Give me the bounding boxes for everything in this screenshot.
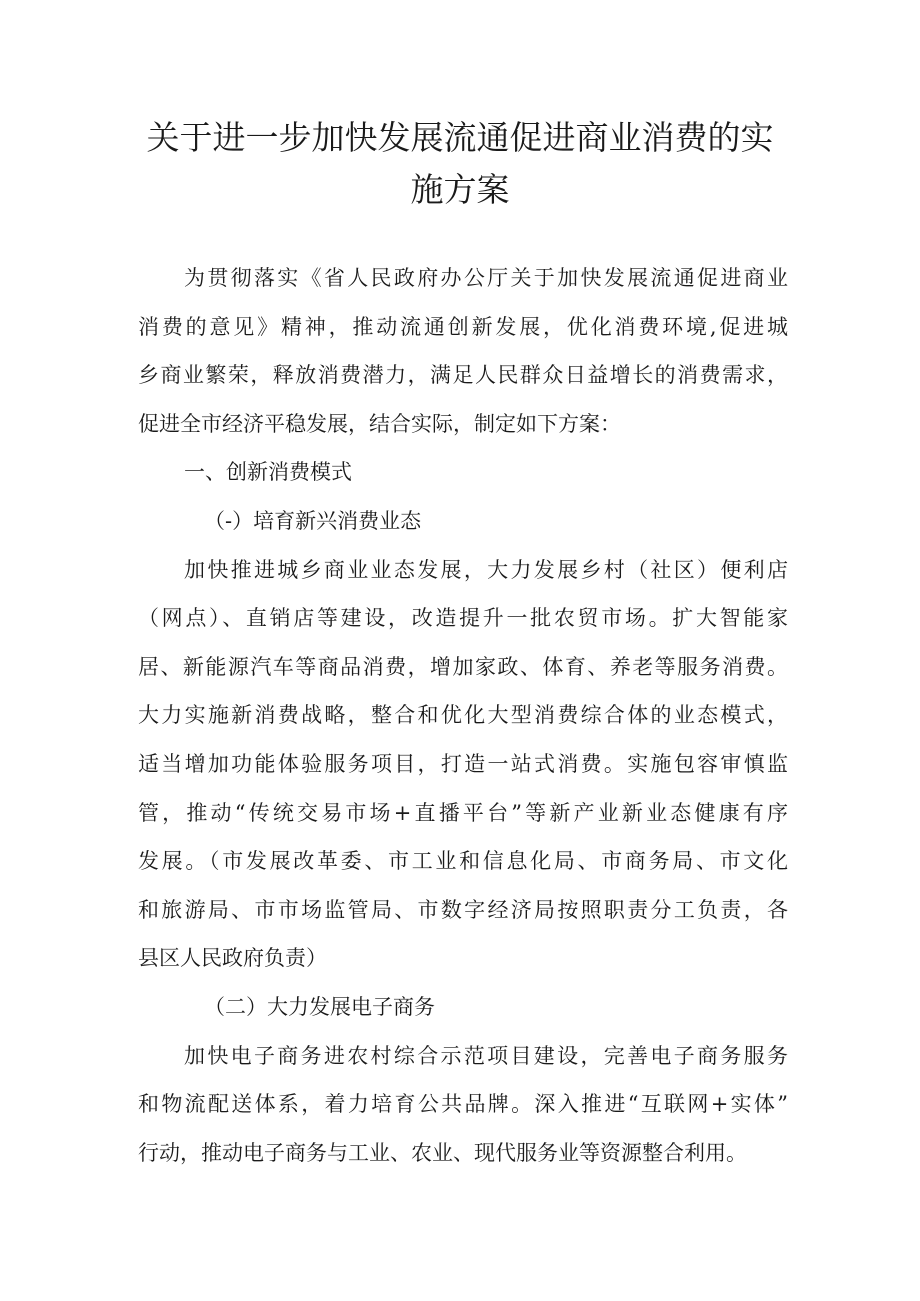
text-line: 消费的意见》精神，推动流通创新发展，优化消费环境,促进城 (138, 314, 788, 339)
text-line: 促进全市经济平稳发展，结合实际，制定如下方案： (138, 411, 621, 436)
text-line: 行动，推动电子商务与工业、农业、现代服务业等资源整合利用。 (138, 1140, 747, 1165)
text-line: 加快推进城乡商业业态发展，大力发展乡村（社区）便利店 (184, 557, 788, 582)
text-line: 加快电子商务进农村综合示范项目建设，完善电子商务服务 (184, 1043, 788, 1068)
subsection-heading (138, 983, 788, 1032)
text-line: 和旅游局、市市场监管局、市数字经济局按照职责分工负责，各 (138, 897, 788, 922)
text-line: 一、创新消费模式 (184, 460, 352, 485)
text-line: （网点）、直销店等建设，改造提升一批农贸市场。扩大智能家 (138, 606, 788, 631)
text-line: 管，推动“传统交易市场+直播平台”等新产业新业态健康有序 (138, 800, 788, 825)
paragraph-ecommerce (138, 1032, 788, 1178)
text-line: 为贯彻落实《省人民政府办公厅关于加快发展流通促进商业 (184, 266, 788, 290)
text-line: 乡商业繁荣，释放消费潜力，满足人民群众日益增长的消费需求， (138, 363, 788, 388)
text-line: 大力实施新消费战略，整合和优化大型消费综合体的业态模式， (138, 703, 788, 728)
section-heading (138, 448, 788, 497)
text-line: 和物流配送体系，着力培育公共品牌。深入推进“互联网+实体” (138, 1092, 788, 1117)
text-line: 适当增加功能体验服务项目，打造一站式消费。实施包容审慎监 (138, 751, 788, 776)
text-line: 县区人民政府负责） (138, 946, 327, 971)
title-line-1: 关于进一步加快发展流通促进商业消费的实 (146, 118, 774, 157)
paragraph-consumption (138, 546, 788, 983)
text-line: （二）大力发展电子商务 (204, 994, 435, 1019)
text-line: 发展。（市发展改革委、市工业和信息化局、市商务局、市文化 (138, 849, 788, 874)
document-body (138, 254, 788, 1177)
paragraph-intro (138, 254, 788, 448)
text-line: 居、新能源汽车等商品消费，增加家政、体育、养老等服务消费。 (138, 654, 788, 679)
title-line-2: 施方案 (410, 170, 510, 209)
document-title (100, 112, 820, 216)
text-line: （-）培育新兴消费业态 (204, 508, 422, 533)
subsection-heading (138, 497, 788, 546)
